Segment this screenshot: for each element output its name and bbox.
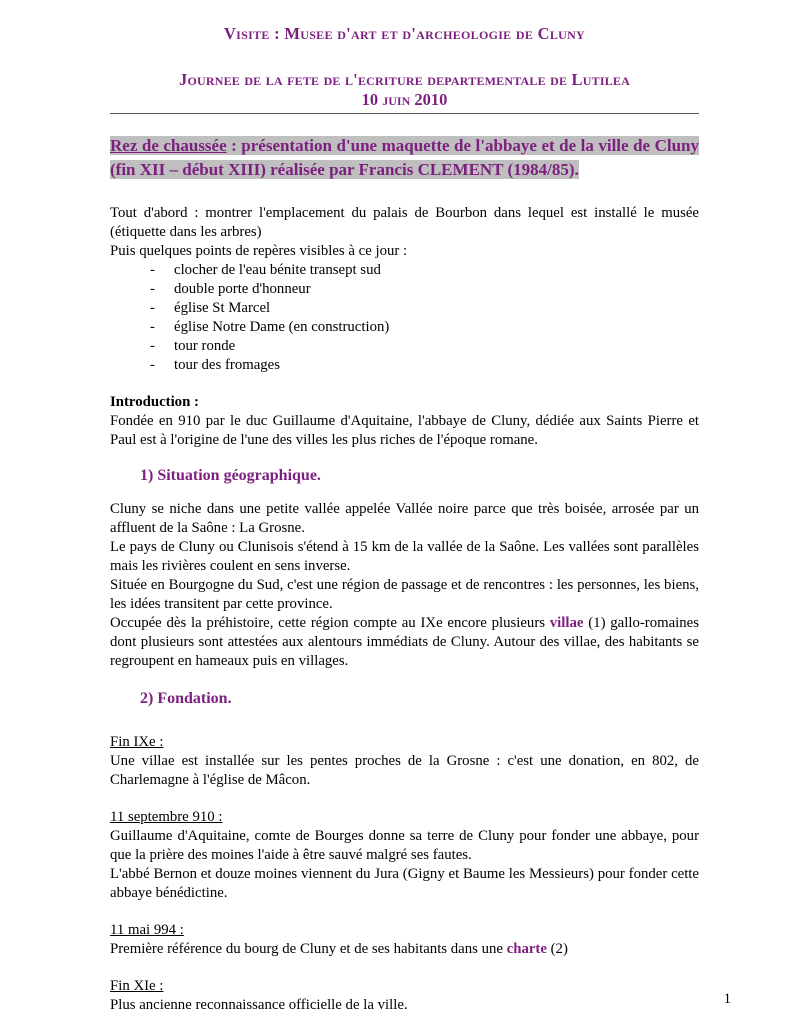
entry-text: Première référence du bourg de Cluny et de ses habitants dans une xyxy=(110,941,507,957)
entry-text: L'abbé Bernon et douze moines viennent du Jura (Gigny et Baume les Messieurs) pour fonder cette abbaye bénédictine. xyxy=(110,866,699,901)
highlighted-term-charte: charte xyxy=(506,941,547,957)
entry-text: (2) xyxy=(546,941,568,957)
list-item xyxy=(150,280,699,299)
timeline-entry xyxy=(110,977,699,1015)
entry-text-with-highlight xyxy=(110,940,699,959)
dash-marker: - xyxy=(150,338,155,354)
page-number: 1 xyxy=(723,991,731,1007)
section-heading-fondation: 2) Fondation. xyxy=(140,690,232,707)
heading-rest-text: : présentation d'une maquette de l'abbaye et de la ville de Cluny (fin XII – début XIII) réalisée par Francis CLEMENT (1984/85). xyxy=(110,136,699,179)
horizontal-rule xyxy=(110,113,699,114)
entry-label xyxy=(110,977,699,996)
list-item xyxy=(150,261,699,280)
list-item-text: clocher de l'eau bénite transept sud xyxy=(174,262,381,278)
section-heading-geography: 1) Situation géographique. xyxy=(140,467,321,484)
entry-label-text: Fin IXe : xyxy=(110,734,164,750)
introduction-label: Introduction : xyxy=(110,394,199,410)
paragraph-text: Occupée dès la préhistoire, cette région compte au IXe encore plusieurs xyxy=(110,615,550,631)
list-item-text: église St Marcel xyxy=(174,300,271,316)
list-item-text: église Notre Dame (en construction) xyxy=(174,319,390,335)
document-date: 10 juin 2010 xyxy=(361,90,448,109)
list-item xyxy=(150,318,699,337)
list-item-text: tour ronde xyxy=(174,338,236,354)
landmarks-list xyxy=(110,261,699,375)
list-item xyxy=(150,337,699,356)
dash-marker: - xyxy=(150,357,155,373)
intro-paragraph-1: Tout d'abord : montrer l'emplacement du palais de Bourbon dans lequel est installé le musée (étiquette dans les arbres) xyxy=(110,205,699,240)
list-item xyxy=(150,299,699,318)
dash-marker: - xyxy=(150,281,155,297)
geography-body xyxy=(110,500,699,671)
timeline-entry xyxy=(110,733,699,790)
document-title: Visite : Musee d'art et d'archeologie de Cluny xyxy=(223,24,586,43)
entry-label-text: 11 mai 994 : xyxy=(110,922,184,938)
heading-highlight-span xyxy=(110,136,699,179)
paragraph-text: (1) gallo-romaines dont plusieurs sont attestées aux alentours immédiats de Cluny. Autour des villae, des habitants se regroupent en hameaux puis en villages. xyxy=(110,615,700,669)
paragraph: Située en Bourgogne du Sud, c'est une région de passage et de rencontres : les personnes, les biens, les idées transitent par cette province. xyxy=(110,577,699,612)
entry-text: Guillaume d'Aquitaine, comte de Bourges donne sa terre de Cluny pour fonder une abbaye, pour que la prière des moines l'aide à être sauvé malgré ses fautes. xyxy=(110,828,699,863)
dash-marker: - xyxy=(150,300,155,316)
introduction-block xyxy=(110,393,699,450)
timeline-entry xyxy=(110,808,699,903)
paragraph: Cluny se niche dans une petite vallée appelée Vallée noire parce que très boisée, arrosée par un affluent de la Saône : La Grosne. xyxy=(110,501,699,536)
entry-label-text: Fin XIe : xyxy=(110,978,164,994)
list-item-text: double porte d'honneur xyxy=(174,281,311,297)
highlighted-section-heading xyxy=(110,134,699,182)
list-item-text: tour des fromages xyxy=(174,357,281,373)
document-subtitle: Journee de la fete de l'ecriture departementale de Lutilea xyxy=(179,70,630,89)
heading-underlined-text: Rez de chaussée xyxy=(110,136,227,155)
entry-label xyxy=(110,921,699,940)
entry-text: Une villae est installée sur les pentes proches de la Grosne : c'est une donation, en 802, de Charlemagne à l'église de Mâcon. xyxy=(110,753,699,788)
dash-marker: - xyxy=(150,262,155,278)
list-item xyxy=(150,356,699,375)
entry-label xyxy=(110,808,699,827)
entry-text: Plus ancienne reconnaissance officielle de la ville. xyxy=(110,997,408,1013)
timeline-entry xyxy=(110,921,699,959)
paragraph-with-highlight xyxy=(110,614,699,671)
intro-paragraph-2: Puis quelques points de repères visibles à ce jour : xyxy=(110,243,408,259)
paragraph: Le pays de Cluny ou Clunisois s'étend à 15 km de la vallée de la Saône. Les vallées sont parallèles mais les rivières coulent en sens inverse. xyxy=(110,539,699,574)
dash-marker: - xyxy=(150,319,155,335)
introduction-text: Fondée en 910 par le duc Guillaume d'Aquitaine, l'abbaye de Cluny, dédiée aux Saints Pierre et Paul est à l'origine de l'une des villes les plus riches de l'époque romane. xyxy=(110,413,699,448)
highlighted-term-villae: villae xyxy=(549,615,584,631)
entry-label-text: 11 septembre 910 : xyxy=(110,809,223,825)
entry-label xyxy=(110,733,699,752)
